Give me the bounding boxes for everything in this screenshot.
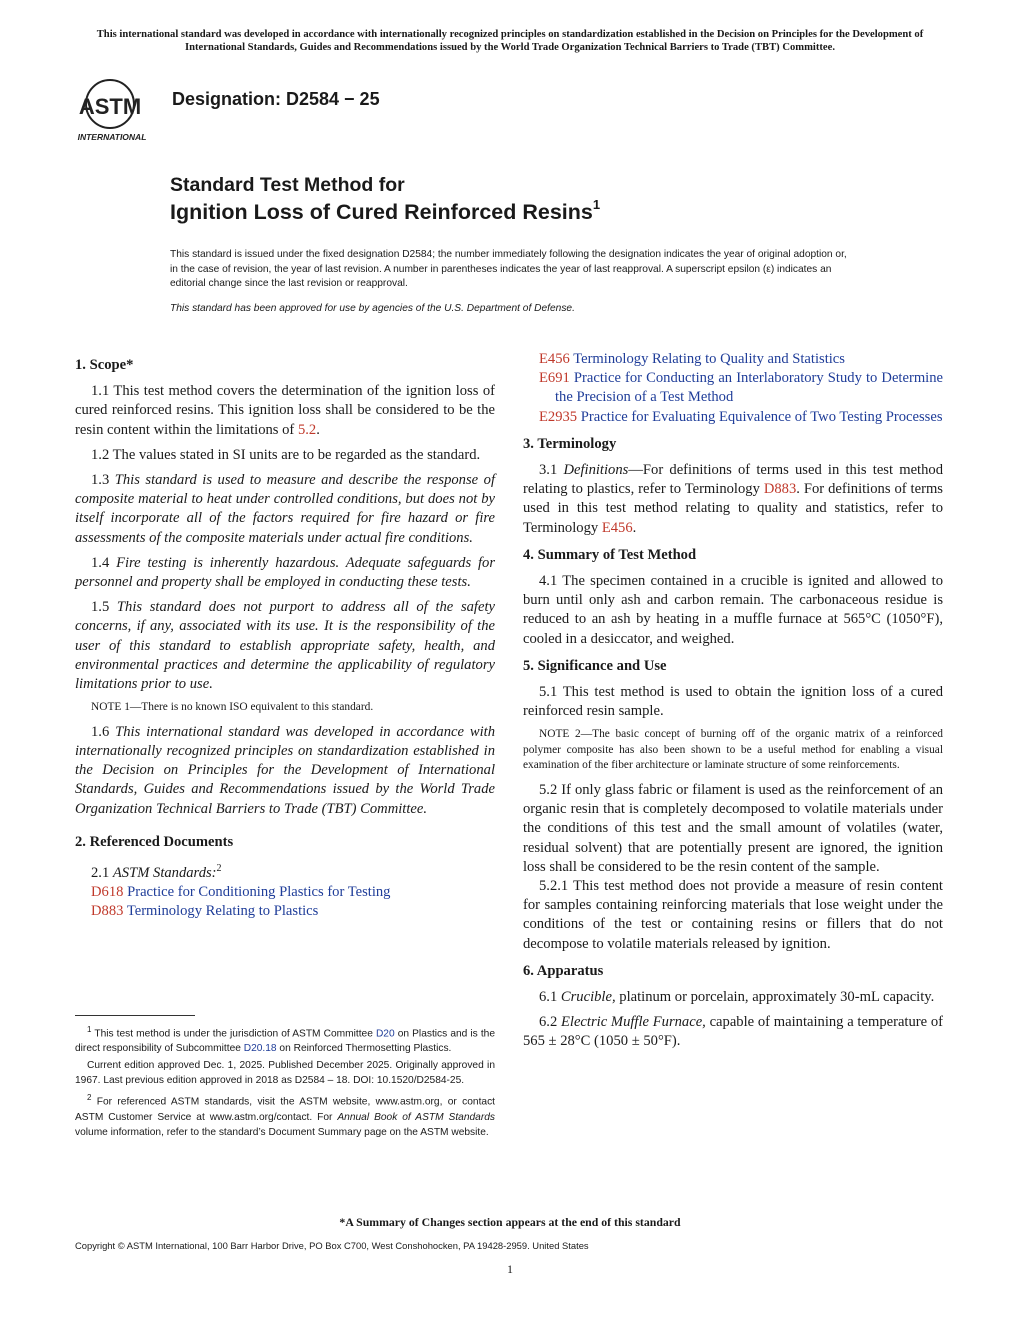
footnote-2: $^2$ For referenced ASTM standards, visit the ASTM website, www.astm.org, or contact ASTM Customer Service at www.astm.org/contact. For Annual Book of ASTM Standards volume information, refer to the standard’s Document Summary page on the ASTM website. [75,1093,495,1138]
para-3-1: 3.1 Definitions—For definitions of terms used in this test method relating to plastics, refer to Terminology D883. For definitions of terms used in this test method relating to quality and statistics, refer to Terminology E456. [523,462,944,536]
ref-item[interactable]: E2935 Practice for Evaluating Equivalence of Two Testing Processes [539,408,943,425]
para-1-5: 1.5 This standard does not purport to address all of the safety concerns, if any, associated with its use. It is the responsibility of the user of this standard to establish appropriate safety, health, and environmental practices and determine the applicability of regulatory limitations prior to use. [75,599,495,693]
ref-item[interactable]: E456 Terminology Relating to Quality and Statistics [539,351,845,367]
section-2-heading: 2. Referenced Documents [75,833,234,850]
title-footnote-mark: 1 [592,197,601,212]
para-6-1: 6.1 Crucible, platinum or porcelain, approximately 30-mL capacity. [539,988,935,1005]
preamble: This standard is issued under the fixed designation D2584; the number immediately following the designation indicates the year of original adoption or, in the case of revision, the year of last revision. A number in parentheses indicates the year of last reapproval. A superscript epsilon (ε) indicates an editorial change since the last revision or reapproval. [170,249,847,289]
left-column [75,348,495,921]
section-4-heading: 4. Summary of Test Method [523,546,697,563]
footnote-1: $^1$ This test method is under the jurisdiction of ASTM Committee D20 on Plastics and is the direct responsibility of Subcommittee D20.18 on Reinforced Thermosetting Plastics. [75,1025,495,1055]
logo-subtext: INTERNATIONAL [77,132,147,142]
section-3-heading: 3. Terminology [523,435,617,452]
para-5-2-1: 5.2.1 This test method does not provide a measure of resin content for samples containing reinforcing materials that lose weight under the conditions of the test or containing resins or fillers that do not decompose to volatile materials released by ignition. [523,877,943,952]
para-6-2: 6.2 Electric Muffle Furnace, capable of maintaining a temperature of 565 ± 28°C (1050 ± 50°F). [523,1014,944,1050]
right-column [523,350,943,1058]
designation: Designation: D2584 − 25 [172,89,380,109]
standard-notice: This international standard was developed in accordance with internationally recognized principles on standardization established in the Decision on Principles for the Development of International Standards, Guides and Recommendations issued by the World Trade Organization Technical Barriers to Trade (TBT) Committee. [96,29,924,53]
title-line2 [170,199,600,225]
para-1-6: 1.6 This international standard was developed in accordance with internationally recognized principles on standardization established in the Decision on Principles for the Development of International Standards, Guides and Recommendations issued by the World Trade Organization Technical Barriers to Trade (TBT) Committee. [75,723,496,817]
ref-item[interactable]: D618 Practice for Conditioning Plastics for Testing [91,884,391,901]
title-text: Ignition Loss of Cured Reinforced Resins [170,200,593,225]
ref-item[interactable]: E691 Practice for Conducting an Interlaboratory Study to Determine the Precision of a Test Method [539,370,944,406]
para-1-2: 1.2 The values stated in SI units are to be regarded as the standard. [91,446,481,463]
copyright: Copyright © ASTM International, 100 Barr Harbor Drive, PO Box C700, West Conshohocken, PA 19428-2959. United States [75,1240,589,1251]
section-5-heading: 5. Significance and Use [523,657,667,674]
footnote-rule [75,1015,195,1016]
para-1-4: 1.4 Fire testing is inherently hazardous. Adequate safeguards for personnel and property shall be employed in conducting these tests. [75,554,496,591]
logo-text: ASTM [78,94,142,119]
note-1: NOTE 1—There is no known ISO equivalent to this standard. [91,701,374,714]
section-6-heading: 6. Apparatus [523,962,604,979]
link-d20-18[interactable]: D20.18 [243,1043,277,1055]
link-d883[interactable]: D883 [763,481,797,498]
page-number: 1 [507,1262,513,1276]
link-d20[interactable]: D20 [375,1028,395,1040]
section-1-heading: 1. Scope* [75,357,134,373]
ref-item[interactable]: D883 Terminology Relating to Plastics [91,903,319,920]
para-5-2: 5.2 If only glass fabric or filament is used as the reinforcement of an organic resin that is completely decomposed to volatile materials under the conditions of this test and the small amount of volatiles (water, residual solvent) that are potentially present are ignored, the ignition loss shall be considered to be the resin content of the sample. [523,781,943,875]
link-e456[interactable]: E456 [601,519,633,536]
footnote-edition: Current edition approved Dec. 1, 2025. Published December 2025. Originally approved in 1967. Last previous edition approved in 2018 as D2584 – 18. DOI: 10.1520/D2584-25. [75,1060,495,1087]
para-1-3: 1.3 This standard is used to measure and describe the response of composite material to heat under controlled conditions, but does not by itself incorporate all of the factors required for fire hazard or fire assessments of the composite materials under actual fire conditions. [75,472,495,546]
astm-logo [72,78,164,144]
para-1-1: 1.1 This test method covers the determination of the ignition loss of cured reinforced resins. This ignition loss shall be considered to be the resin content within the limitations of 5.2. [75,383,495,438]
title-line1: Standard Test Method for [170,174,405,196]
para-5-1: 5.1 This test method is used to obtain the ignition loss of a cured reinforced resin sample. [523,684,943,720]
summary-notice: *A Summary of Changes section appears at the end of this standard [339,1215,681,1229]
para-4-1: 4.1 The specimen contained in a crucible is ignited and allowed to burn until only ash and carbon remain. The carbonaceous residue is reduced to an ash by heating in a muffle furnace at 565°C (1050°F), cooled in a desiccator, and weighed. [523,573,943,647]
footnotes [75,1022,495,1142]
note-2: NOTE 2—The basic concept of burning off of the organic matrix of a reinforced polymer composite has also been shown to be a useful method for enabling a visual examination of the fiber architecture or laminate structure of some reinforcements. [523,728,943,772]
dod-approval: This standard has been approved for use by agencies of the U.S. Department of Defense. [170,303,575,314]
link-5-2[interactable]: 5.2 [297,421,317,438]
para-2-1: 2.1 ASTM Standards:$^2$ [91,862,222,881]
